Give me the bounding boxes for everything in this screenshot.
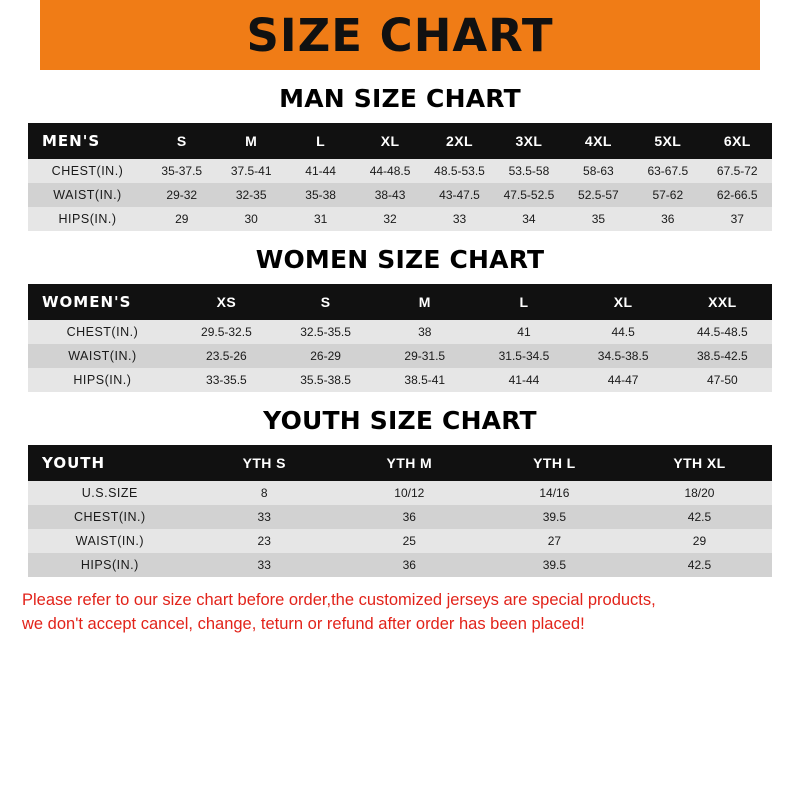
table-cell: 30 — [216, 207, 285, 231]
women-row-label-hips: HIPS(IN.) — [28, 368, 177, 392]
men-col-4xl: 4XL — [564, 123, 633, 159]
table-header-row — [28, 123, 772, 159]
table-row — [28, 320, 772, 344]
page-title: SIZE CHART — [246, 8, 554, 62]
table-row — [28, 159, 772, 183]
men-row-label-hips: HIPS(IN.) — [28, 207, 147, 231]
table-cell: 58-63 — [564, 159, 633, 183]
youth-col-l: YTH L — [482, 445, 627, 481]
table-cell: 41 — [474, 320, 573, 344]
table-cell: 29 — [147, 207, 216, 231]
table-row — [28, 344, 772, 368]
disclaimer-note — [0, 577, 800, 637]
table-row — [28, 553, 772, 577]
youth-row-label-waist: WAIST(IN.) — [28, 529, 192, 553]
table-cell: 35-38 — [286, 183, 355, 207]
table-cell: 8 — [192, 481, 337, 505]
table-cell: 67.5-72 — [703, 159, 772, 183]
table-cell: 47-50 — [673, 368, 772, 392]
youth-col-m: YTH M — [337, 445, 482, 481]
table-cell: 37 — [703, 207, 772, 231]
table-cell: 52.5-57 — [564, 183, 633, 207]
disclaimer-line-2: we don't accept cancel, change, teturn or refund after order has been placed! — [22, 614, 585, 633]
women-col-xxl: XXL — [673, 284, 772, 320]
table-cell: 43-47.5 — [425, 183, 494, 207]
table-cell: 39.5 — [482, 553, 627, 577]
section-youth — [0, 392, 800, 577]
section-women — [0, 231, 800, 392]
table-cell: 42.5 — [627, 505, 772, 529]
table-cell: 34.5-38.5 — [574, 344, 673, 368]
women-col-s: S — [276, 284, 375, 320]
table-row — [28, 183, 772, 207]
youth-col-xl: YTH XL — [627, 445, 772, 481]
youth-size-table — [28, 445, 772, 577]
table-cell: 47.5-52.5 — [494, 183, 563, 207]
youth-row-label-chest: CHEST(IN.) — [28, 505, 192, 529]
table-cell: 26-29 — [276, 344, 375, 368]
women-corner-label: WOMEN'S — [28, 284, 177, 320]
men-col-2xl: 2XL — [425, 123, 494, 159]
table-cell: 62-66.5 — [703, 183, 772, 207]
men-row-label-chest: CHEST(IN.) — [28, 159, 147, 183]
table-cell: 42.5 — [627, 553, 772, 577]
table-header-row — [28, 284, 772, 320]
men-col-m: M — [216, 123, 285, 159]
table-cell: 41-44 — [474, 368, 573, 392]
table-cell: 33 — [425, 207, 494, 231]
section-men — [0, 70, 800, 231]
table-row — [28, 368, 772, 392]
men-col-3xl: 3XL — [494, 123, 563, 159]
table-cell: 33 — [192, 505, 337, 529]
table-cell: 36 — [337, 553, 482, 577]
youth-col-s: YTH S — [192, 445, 337, 481]
table-cell: 38 — [375, 320, 474, 344]
men-col-xl: XL — [355, 123, 424, 159]
table-cell: 44.5 — [574, 320, 673, 344]
table-cell: 33-35.5 — [177, 368, 276, 392]
table-row — [28, 207, 772, 231]
table-cell: 25 — [337, 529, 482, 553]
table-header-row — [28, 445, 772, 481]
men-corner-label: MEN'S — [28, 123, 147, 159]
table-cell: 44-47 — [574, 368, 673, 392]
table-cell: 31.5-34.5 — [474, 344, 573, 368]
men-row-label-waist: WAIST(IN.) — [28, 183, 147, 207]
table-cell: 10/12 — [337, 481, 482, 505]
table-cell: 38.5-41 — [375, 368, 474, 392]
table-cell: 44.5-48.5 — [673, 320, 772, 344]
men-col-s: S — [147, 123, 216, 159]
women-row-label-waist: WAIST(IN.) — [28, 344, 177, 368]
header-banner — [0, 0, 800, 70]
youth-row-label-hips: HIPS(IN.) — [28, 553, 192, 577]
men-col-5xl: 5XL — [633, 123, 702, 159]
men-col-l: L — [286, 123, 355, 159]
table-row — [28, 529, 772, 553]
table-cell: 32-35 — [216, 183, 285, 207]
table-cell: 23 — [192, 529, 337, 553]
women-col-l: L — [474, 284, 573, 320]
table-cell: 44-48.5 — [355, 159, 424, 183]
women-size-table — [28, 284, 772, 392]
section-title-youth: YOUTH SIZE CHART — [263, 406, 537, 435]
table-cell: 38.5-42.5 — [673, 344, 772, 368]
table-cell: 18/20 — [627, 481, 772, 505]
table-cell: 36 — [633, 207, 702, 231]
youth-corner-label: YOUTH — [28, 445, 192, 481]
section-title-men: MAN SIZE CHART — [279, 84, 521, 113]
table-row — [28, 505, 772, 529]
men-size-table — [28, 123, 772, 231]
table-cell: 63-67.5 — [633, 159, 702, 183]
table-cell: 23.5-26 — [177, 344, 276, 368]
table-cell: 29.5-32.5 — [177, 320, 276, 344]
table-cell: 33 — [192, 553, 337, 577]
table-row — [28, 481, 772, 505]
disclaimer-line-1: Please refer to our size chart before order,the customized jerseys are special products, — [22, 591, 656, 609]
table-cell: 53.5-58 — [494, 159, 563, 183]
table-cell: 31 — [286, 207, 355, 231]
table-cell: 29-32 — [147, 183, 216, 207]
table-cell: 14/16 — [482, 481, 627, 505]
women-col-xl: XL — [574, 284, 673, 320]
youth-row-label-ussize: U.S.SIZE — [28, 481, 192, 505]
table-cell: 27 — [482, 529, 627, 553]
table-cell: 36 — [337, 505, 482, 529]
women-row-label-chest: CHEST(IN.) — [28, 320, 177, 344]
table-cell: 39.5 — [482, 505, 627, 529]
table-cell: 34 — [494, 207, 563, 231]
table-cell: 35-37.5 — [147, 159, 216, 183]
table-cell: 29-31.5 — [375, 344, 474, 368]
table-cell: 48.5-53.5 — [425, 159, 494, 183]
table-cell: 41-44 — [286, 159, 355, 183]
women-col-m: M — [375, 284, 474, 320]
table-cell: 35.5-38.5 — [276, 368, 375, 392]
table-cell: 32.5-35.5 — [276, 320, 375, 344]
men-col-6xl: 6XL — [703, 123, 772, 159]
table-cell: 29 — [627, 529, 772, 553]
table-cell: 38-43 — [355, 183, 424, 207]
table-cell: 32 — [355, 207, 424, 231]
table-cell: 57-62 — [633, 183, 702, 207]
women-col-xs: XS — [177, 284, 276, 320]
table-cell: 35 — [564, 207, 633, 231]
section-title-women: WOMEN SIZE CHART — [255, 245, 545, 274]
table-cell: 37.5-41 — [216, 159, 285, 183]
